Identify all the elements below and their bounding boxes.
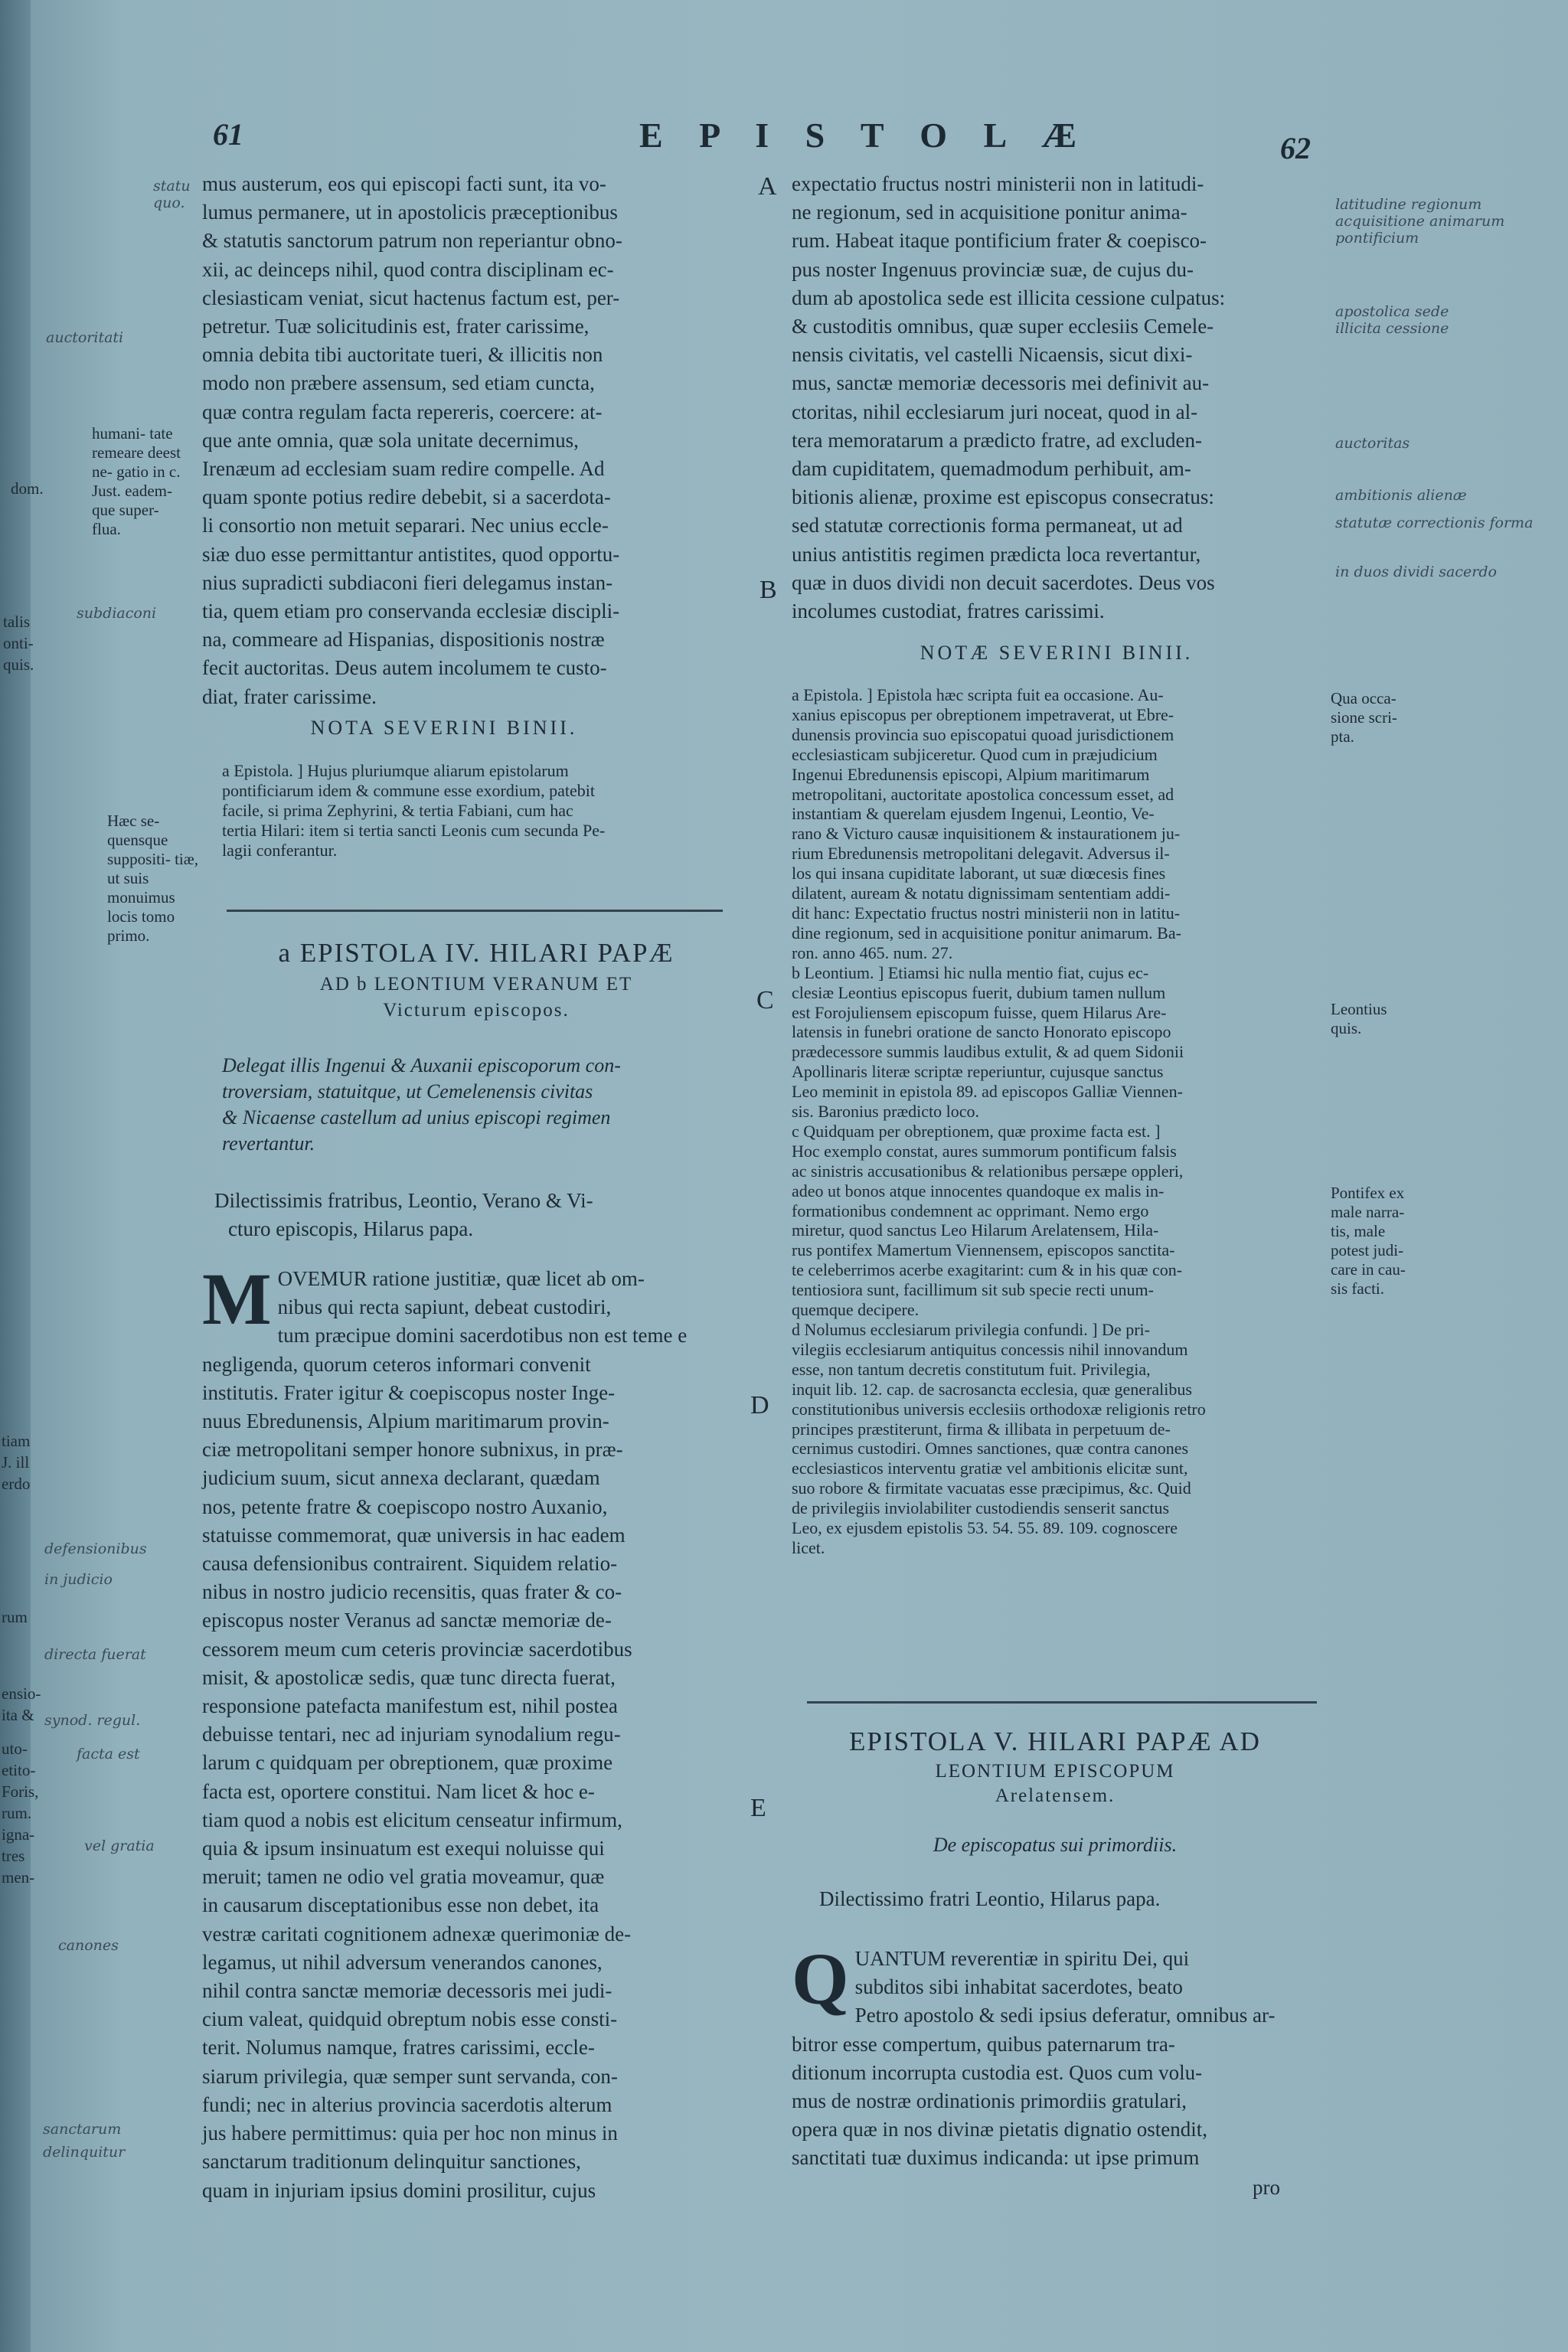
text-line: Petro apostolo & sedi ipsius deferatur, omnibus ar- — [854, 2004, 1276, 2027]
note-line: los qui insana cupiditate laborant, ut suæ diœcesis fines — [792, 864, 1166, 884]
note-line: constitutionibus universis ecclesiis orthodoxæ religionis retro — [792, 1399, 1206, 1419]
note-line: adeo ut bonos atque innocentes quandoque ex malis in- — [792, 1181, 1165, 1200]
epistola-v-summary: De episcopatus sui primordiis. — [933, 1834, 1178, 1856]
dropcap-q: Q — [792, 1938, 849, 2020]
handwritten-note: vel gratia — [84, 1838, 155, 1854]
text-line: unius antistitis regimen prædicta loca revertantur, — [792, 542, 1201, 566]
text-line: jus habere permittimus: quia per hoc non minus in — [202, 2122, 618, 2145]
text-line: incolumes custodiat, fratres carissimi. — [792, 599, 1105, 623]
handwritten-note: subdiaconi — [77, 605, 157, 622]
section-letter-a: A — [758, 172, 777, 201]
note-line: licet. — [792, 1537, 825, 1557]
dropcap-m: M — [202, 1258, 272, 1340]
note-line: c Quidquam per obreptionem, quæ proxime facta est. ] — [792, 1121, 1161, 1141]
section-rule-right — [807, 1701, 1317, 1704]
text-line: fecit auctoritas. Deus autem incolumem te custo- — [202, 656, 607, 680]
text-line: petretur. Tuæ solicitudinis est, frater carissime, — [202, 315, 590, 338]
text-line: vestræ caritati cognitionem adnexæ querimoniæ de- — [202, 1922, 632, 1945]
note-line: sis. Baronius prædicto loco. — [792, 1102, 980, 1122]
text-line: dum ab apostolica sede est illicita cessione culpatus: — [792, 286, 1226, 309]
text-line: expectatio fructus nostri ministerii non in latitudi- — [792, 172, 1204, 195]
text-line: sanctarum traditionum delinquitur sanctiones, — [202, 2150, 581, 2174]
summary-line: revertantur. — [222, 1132, 315, 1155]
handwritten-note: facta est — [77, 1746, 140, 1762]
epistola-v-title: EPISTOLA V. HILARI PAPÆ AD — [849, 1726, 1261, 1756]
epistola-v-body — [792, 1938, 1320, 2173]
note-line: ac sinistris accusationibus & relationibus persæpe oppleri, — [792, 1161, 1184, 1181]
note-line: dilatent, auream & notatu dignissimam sententiam addi- — [792, 884, 1171, 903]
note-line: te celeberrimos acerbe exagitarint: cum & in his quæ con- — [792, 1260, 1183, 1280]
note-line: rus pontifex Mamertum Viennensem, episcopos sanctita- — [792, 1240, 1175, 1260]
text-line: nihil contra sanctæ memoriæ decessoris mei judi- — [202, 1979, 612, 2003]
note-line: tentiosiora sunt, facillimum sit sub specie recti unum- — [792, 1280, 1154, 1300]
handwritten-note: apostolica sede illicita cessione — [1335, 303, 1449, 337]
note-line: rium Ebredunensis metropolitani delegavit. Adversus il- — [792, 844, 1170, 864]
notae-title: NOTÆ SEVERINI BINII. — [920, 642, 1194, 664]
note-line: principes præstiterunt, firma & illibata in perpetuum de- — [792, 1419, 1171, 1439]
handwritten-note: synod. regul. — [44, 1712, 141, 1729]
text-line: cessorem meum cum ceteris provinciæ sacerdotibus — [202, 1637, 632, 1661]
handwritten-note: pontificium — [1335, 230, 1419, 247]
text-line: nensis civitatis, vel castelli Nicaensis, sicut dixi- — [792, 343, 1193, 367]
text-line: pus noster Ingenuus provinciæ suæ, de cujus du- — [792, 257, 1194, 281]
note-line: Leo meminit in epistola 89. ad episcopos Galliæ Viennen- — [792, 1082, 1183, 1102]
facing-page-fragment: talis — [3, 612, 30, 631]
text-line: diat, frater carissime. — [202, 684, 377, 708]
facing-page-fragment: ensio- — [2, 1684, 41, 1703]
text-line: li consortio non metuit separari. Nec unius eccle- — [202, 514, 609, 537]
text-line: & custoditis omnibus, quæ super ecclesiis Cemele- — [792, 315, 1214, 338]
facing-page-fragment: erdo — [2, 1475, 31, 1493]
facing-page-fragment: quis. — [3, 655, 34, 674]
handwritten-note: delinquitur — [43, 2144, 126, 2161]
text-line: meruit; tamen ne odio vel gratia moveamur, quæ — [202, 1865, 605, 1889]
text-line: lumus permanere, ut in apostolicis præceptionibus — [202, 201, 618, 224]
text-line: quæ contra regulam facta repereris, coercere: at- — [202, 400, 603, 423]
text-line: fundi; nec in alterius provincia sacerdotis alterum — [202, 2092, 612, 2116]
text-line: quam in injuriam ipsius domini prosilitur, cujus — [202, 2178, 596, 2202]
note-line: formationibus condemnent ac opprimant. Nemo ergo — [792, 1200, 1149, 1220]
epistola-iv-summary — [222, 1053, 761, 1157]
text-line: subditos sibi inhabitat sacerdotes, beato — [854, 1975, 1183, 1999]
note-line: Apollinaris literæ scriptæ reperiuntur, cujusque sanctus — [792, 1062, 1164, 1082]
note-line: dunensis provincia suo episcopatui quoad jurisdictionem — [792, 724, 1174, 744]
text-line: & statutis sanctorum patrum non reperiantur obno- — [202, 229, 622, 253]
text-line: debuisse tentari, nec ad injuriam synodalium regu- — [202, 1723, 621, 1746]
text-line: mus de nostræ ordinationis primordiis gratulari, — [792, 2089, 1187, 2113]
text-line: dam cupiditatem, quemadmodum perhibuit, am- — [792, 457, 1191, 481]
note-line: inquit lib. 12. cap. de sacrosancta ecclesia, quæ generalibus — [792, 1379, 1192, 1399]
epistola-v-subtitle-2: Arelatensem. — [995, 1785, 1116, 1806]
text-line: opera quæ in nos divinæ pietatis dignatio ostendit, — [792, 2118, 1207, 2141]
text-line: causa defensionibus contrairent. Siquidem relatio- — [202, 1552, 618, 1576]
epistola-v-subtitle: LEONTIUM EPISCOPUM — [935, 1761, 1175, 1782]
text-line: cium valeat, quidquid obreptum nobis esse consti- — [202, 2007, 618, 2031]
text-line: terit. Nolumus namque, fratres carissimi, eccle- — [202, 2036, 595, 2060]
text-line: nos, petente fratre & coepiscopo nostro Auxanio, — [202, 1494, 608, 1518]
note-line: Hoc exemplo constat, aures summorum pontificum falsis — [792, 1141, 1177, 1161]
handwritten-note: defensionibus — [44, 1540, 147, 1557]
text-line: na, commeare ad Hispanias, dispositionis nostræ — [202, 628, 605, 652]
facing-page-fragment: rum. — [2, 1804, 32, 1822]
margin-note-left: humani- tate remeare deest ne- gatio in c. Just. eadem- que super- flua. — [92, 424, 181, 538]
text-line: Irenæum ad ecclesiam suam redire compelle. Ad — [202, 457, 605, 481]
summary-line: troversiam, statuitque, ut Cemelenensis civitas — [222, 1080, 593, 1102]
text-line: tiam quod a nobis est elicitum censeatur infirmum, — [202, 1808, 622, 1831]
note-line: pontificiarum idem & commune esse exordium, patebit — [222, 780, 595, 800]
text-line: ciæ metropolitani semper honore subnixus, in præ- — [202, 1438, 623, 1462]
facing-page-fragment: men- — [2, 1868, 35, 1886]
handwritten-note: canones — [58, 1937, 119, 1954]
note-line: est Forojuliensem episcopum fuisse, quem Hilarus Are- — [792, 1002, 1167, 1022]
handwritten-note: in duos dividi sacerdo — [1335, 564, 1497, 580]
note-line: vilegiis ecclesiarum antiquitus concessis nihil innovandum — [792, 1339, 1188, 1359]
margin-note-right: Qua occa- sione scri- pta. — [1331, 689, 1397, 746]
text-line: siarum privilegia, quæ semper sunt servanda, con- — [202, 2064, 618, 2088]
note-line: metropolitani, auctoritate apostolica concessum esset, ad — [792, 784, 1174, 804]
note-line: ecclesiasticam subjiceretur. Quod cum in præjudicium — [792, 744, 1158, 764]
facing-page-fragment: ita & — [2, 1706, 34, 1724]
facing-page-fragment: onti- — [3, 634, 34, 652]
note-line: miretur, quod sanctus Leo Hilarum Arelatensem, Hila- — [792, 1220, 1159, 1240]
facing-page-fragment: dom. — [11, 479, 44, 498]
facing-page-fragment: J. ill — [2, 1453, 30, 1472]
text-line: nius supradicti subdiaconi fieri delegamus instan- — [202, 570, 613, 594]
note-line: clesiæ Leontius episcopus fuerit, dubium tamen nullum — [792, 982, 1166, 1002]
text-line: UANTUM reverentiæ in spiritu Dei, qui — [854, 1947, 1190, 1970]
salutation-line: Dilectissimis fratribus, Leontio, Verano & Vi- — [214, 1189, 593, 1212]
salutation-line: cturo episcopis, Hilarus papa. — [228, 1217, 474, 1240]
text-line: judicium suum, sicut annexa declarant, quædam — [202, 1466, 600, 1490]
text-line: institutis. Frater igitur & coepiscopus noster Inge- — [202, 1380, 616, 1404]
text-line: responsione patefacta manifestum est, nihil postea — [202, 1694, 618, 1718]
text-line: sanctitati tuæ duximus indicanda: ut ipse primum — [792, 2146, 1200, 2170]
note-line: prædecessore summis laudibus extulit, & ad quem Sidonii — [792, 1042, 1184, 1062]
text-line: episcopus noster Veranus ad sanctæ memoriæ de- — [202, 1609, 612, 1632]
handwritten-note: sanctarum — [43, 2121, 122, 2138]
text-line: xii, ac deinceps nihil, quod contra disciplinam ec- — [202, 257, 614, 281]
section-letter-c: C — [756, 986, 774, 1014]
note-line: suo robore & firmitate vacuatas esse præcipimus, &c. Quid — [792, 1478, 1191, 1498]
text-line: bitionis alienæ, proxime est episcopus consecratus: — [792, 485, 1214, 509]
handwritten-note: statu quo. — [153, 178, 191, 211]
text-line: que ante omnia, quæ sola unitate decernimus, — [202, 428, 579, 452]
text-line: nibus qui recta sapiunt, debeat custodiri, — [277, 1295, 612, 1319]
margin-note-left: Hæc se- quensque suppositi- tiæ, ut suis monuimus locis tomo primo. — [107, 812, 199, 945]
nota-title: NOTA SEVERINI BINII. — [310, 717, 578, 739]
text-line: misit, & apostolicæ sedis, quæ tunc directa fuerat, — [202, 1665, 616, 1689]
facing-page-fragment: etito- — [2, 1761, 36, 1779]
note-line: xanius episcopus per obreptionem impetraverat, ut Ebre- — [792, 704, 1174, 724]
section-letter-e: E — [750, 1794, 766, 1822]
handwritten-note: latitudine regionum acquisitione animarum — [1335, 196, 1505, 230]
page-number-left: 61 — [213, 117, 243, 152]
handwritten-note: directa fuerat — [44, 1646, 146, 1663]
text-line: quam sponte potius redire debebit, si a sacerdota- — [202, 485, 611, 509]
text-line: tera memoratarum a prædicto fratre, ad excluden- — [792, 428, 1202, 452]
text-line: facta est, oportere constitui. Nam licet & hoc e- — [202, 1779, 595, 1803]
text-line: OVEMUR ratione justitiæ, quæ licet ab om- — [277, 1267, 645, 1290]
text-line: statuisse commemorat, quæ universis in hac eadem — [202, 1523, 626, 1547]
note-line: dit hanc: Expectatio fructus nostri ministerii non in latitu- — [792, 903, 1181, 923]
note-line: ecclesiasticos interventu gratiæ vel ambitionis elicitæ sunt, — [792, 1459, 1188, 1478]
facing-page-fragment: rum — [2, 1608, 28, 1626]
text-line: in causarum disceptationibus esse non debet, ita — [202, 1893, 599, 1917]
note-line: tertia Hilari: item si tertia sancti Leonis cum secunda Pe- — [222, 820, 606, 840]
facing-page-fragment: igna- — [2, 1825, 35, 1844]
note-line: esse, non tantum decretis constitutum fuit. Privilegia, — [792, 1359, 1151, 1379]
note-line: rano & Victuro causæ inquisitionem & instaurationem ju- — [792, 824, 1181, 844]
nota-block — [222, 761, 743, 861]
text-line: rum. Habeat itaque pontificium frater & coepisco- — [792, 229, 1207, 253]
epistola-iv-subtitle: AD b LEONTIUM VERANUM ET — [319, 974, 633, 995]
note-line: de privilegiis inviolabiliter custodiendis senserit sanctus — [792, 1498, 1170, 1518]
section-rule — [227, 910, 723, 912]
note-line: a Epistola. ] Epistola hæc scripta fuit ea occasione. Au- — [792, 685, 1164, 704]
note-line: cernimus custodiri. Omnes sanctiones, quæ contra canones — [792, 1439, 1189, 1459]
text-line: quia & ipsum insinuatum est exequi noluisse qui — [202, 1837, 605, 1860]
summary-line: & Nicaense castellum ad unius episcopi regimen — [222, 1106, 611, 1129]
epistola-iv-subtitle-2: Victurum episcopos. — [383, 1000, 570, 1021]
text-line: clesiasticam veniat, sicut hactenus factum est, per- — [202, 286, 620, 309]
handwritten-note: auctoritas — [1335, 435, 1410, 452]
text-line: mus, sanctæ memoriæ decessoris mei definivit au- — [792, 371, 1210, 395]
summary-line: Delegat illis Ingenui & Auxanii episcoporum con- — [222, 1054, 621, 1076]
catchword: pro — [1253, 2176, 1280, 2199]
text-line: negligenda, quorum ceteros informari convenit — [202, 1352, 591, 1376]
handwritten-note: auctoritati — [46, 329, 124, 346]
text-line: bitror esse compertum, quibus paternarum tra- — [792, 2032, 1175, 2056]
note-line: b Leontium. ] Etiamsi hic nulla mentio fiat, cujus ec- — [792, 962, 1149, 982]
page-number-right: 62 — [1280, 131, 1311, 165]
facing-page-fragment: tiam — [2, 1432, 31, 1450]
text-line: mus austerum, eos qui episcopi facti sunt, ita vo- — [202, 172, 606, 195]
text-line: omnia debita tibi auctoritate tueri, & illicitis non — [202, 343, 603, 367]
text-line: nuus Ebredunensis, Alpium maritimarum provin- — [202, 1410, 609, 1433]
text-line: legamus, ut nihil adversum venerandos canones, — [202, 1950, 603, 1974]
note-line: dine regionum, sed in acquisitione ponitur animarum. Ba- — [792, 923, 1181, 942]
facing-page-fragment: Foris, — [2, 1782, 39, 1801]
note-line: d Nolumus ecclesiarum privilegia confundi. ] De pri- — [792, 1320, 1150, 1339]
epistola-v-salutation: Dilectissimo fratri Leontio, Hilarus papa. — [819, 1887, 1161, 1910]
note-line: instantiam & querelam ejusdem Ingenui, Leontio, Ve- — [792, 804, 1155, 824]
running-title: E P I S T O L Æ — [639, 116, 1091, 155]
text-line: nibus in nostro judicio recensitis, quas frater & co- — [202, 1580, 622, 1604]
text-line: quæ in duos dividi non decuit sacerdotes. Deus vos — [792, 570, 1215, 594]
text-line: modo non præbere assensum, sed etiam cuncta, — [202, 371, 595, 395]
section-letter-d: D — [750, 1391, 769, 1419]
epistola-iv-salutation — [214, 1187, 750, 1243]
handwritten-note: in judicio — [44, 1571, 113, 1588]
note-line: ron. anno 465. num. 27. — [792, 942, 953, 962]
text-line: sed statutæ correctionis forma permaneat, ut ad — [792, 514, 1183, 537]
epistola-iv-title: a EPISTOLA IV. HILARI PAPÆ — [278, 938, 675, 968]
notae-block — [792, 685, 1320, 1558]
text-line: tia, quem etiam pro conservanda ecclesiæ discipli- — [202, 599, 620, 623]
handwritten-note: statutæ correctionis forma — [1335, 514, 1534, 531]
note-line: Leo, ex ejusdem epistolis 53. 54. 55. 89. 109. cognoscere — [792, 1518, 1178, 1538]
facing-page-fragment: tres — [2, 1847, 25, 1865]
margin-note-right: Pontifex ex male narra- tis, male potest judi- care in cau- sis facti. — [1331, 1184, 1406, 1298]
note-line: latensis in funebri oratione de sancto Honorato episcopo — [792, 1022, 1171, 1042]
note-line: quemque decipere. — [792, 1300, 920, 1320]
text-line: larum c quidquam per obreptionem, quæ proxime — [202, 1751, 613, 1775]
note-line: Ingenui Ebredunensis episcopi, Alpium maritimarum — [792, 764, 1150, 784]
text-line: siæ duo esse permittantur antistites, quod opportu- — [202, 542, 620, 566]
margin-note-right: Leontius quis. — [1331, 1000, 1387, 1037]
note-line: lagii conferantur. — [222, 840, 338, 860]
handwritten-note: ambitionis alienæ — [1335, 487, 1467, 504]
note-line: a Epistola. ] Hujus pluriumque aliarum epistolarum — [222, 761, 569, 780]
left-column-top — [202, 170, 750, 711]
right-column-top — [792, 170, 1320, 626]
section-letter-b: B — [760, 576, 777, 604]
text-line: tum præcipue domini sacerdotibus non est teme e — [277, 1324, 688, 1348]
epistola-iv-body — [202, 1258, 750, 2205]
note-line: facile, si prima Zephyrini, & tertia Fabiani, cum hac — [222, 800, 573, 820]
text-line: ctoritas, nihil ecclesiarum juri noceat, quod in al- — [792, 400, 1198, 423]
text-line: ditionum incorrupta custodia est. Quos cum volu- — [792, 2060, 1203, 2084]
text-line: ne regionum, sed in acquisitione ponitur anima- — [792, 201, 1187, 224]
facing-page-fragment: uto- — [2, 1740, 28, 1758]
